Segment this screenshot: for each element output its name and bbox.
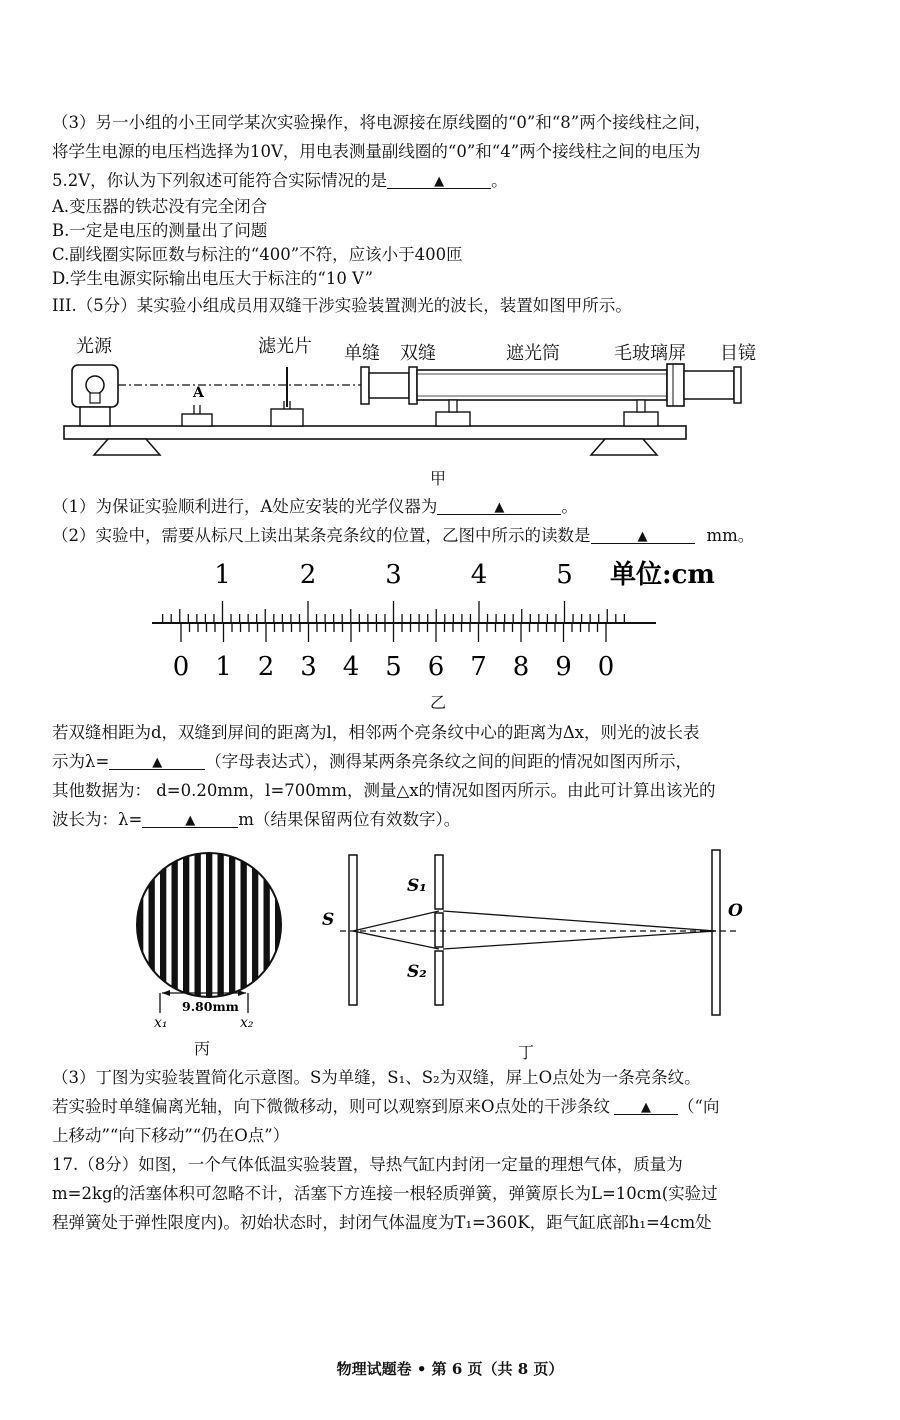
ray-s-s1 — [353, 911, 439, 931]
vernier-number: 3 — [300, 652, 317, 682]
dark-fringe — [206, 845, 212, 1015]
triangle-icon: ▲ — [152, 755, 163, 770]
para-line3: 其他数据为： d=0.20mm，l=700mm，测量△x的情况如图丙所示。由此可计算出该光的 — [52, 781, 716, 800]
q3-upper-line3-text: 5.2V，你认为下列叙述可能符合实际情况的是 — [52, 171, 388, 190]
option-d: D.学生电源实际输出电压大于标注的“10 V” — [52, 269, 374, 288]
triangle-icon: ▲ — [185, 813, 196, 828]
fringe-pattern-diagram — [120, 845, 310, 1035]
label-eyepiece: 目镜 — [720, 343, 756, 364]
para-line4 — [52, 809, 460, 831]
para-line1: 若双缝相距为d，双缝到屏间的距离为l，相邻两个亮条纹中心的距离为Δx，则光的波长表 — [52, 723, 700, 742]
triangle-icon: ▲ — [434, 174, 445, 189]
q1-line — [52, 496, 578, 518]
para-line4-text: 波长为：λ= — [52, 810, 143, 829]
lamp-stand — [80, 407, 110, 426]
q2-line — [52, 525, 754, 547]
dark-fringe — [149, 845, 155, 1015]
double-slit-plate-mid — [435, 913, 443, 947]
q3-upper-line3 — [52, 170, 508, 192]
main-scale-number: 5 — [556, 560, 573, 590]
x2-label: x₂ — [240, 1015, 254, 1031]
single-slit-tube — [369, 373, 409, 398]
q1-text: （1）为保证实验顺利进行，A处应安装的光学仪器为 — [52, 497, 438, 516]
label-o: O — [728, 901, 743, 921]
vernier-number: 0 — [172, 652, 190, 682]
label-screen: 毛玻璃屏 — [614, 343, 686, 364]
dark-fringe — [183, 845, 189, 1015]
label-light-source: 光源 — [76, 336, 112, 357]
page-footer: 物理试题卷 • 第 6 页（共 8 页） — [336, 1360, 564, 1378]
label-tube: 遮光筒 — [506, 343, 560, 364]
q2-end: mm。 — [706, 526, 755, 545]
q3-lower-line2-text: 若实验时单缝偏离光轴，向下微微移动，则可以观察到原来O点处的干涉条纹 — [52, 1097, 611, 1116]
double-slit-plate-bottom — [435, 951, 443, 1005]
caption-yi: 乙 — [430, 693, 447, 712]
q17-line2: m=2kg的活塞体积可忽略不计，活塞下方连接一根轻质弹簧，弹簧原长为L=10cm(实验过 — [52, 1184, 718, 1203]
answer-blank-fringe — [614, 1096, 678, 1115]
dark-fringe — [229, 845, 235, 1015]
label-s1: S₁ — [407, 876, 427, 896]
distance-label: 9.80mm — [182, 999, 239, 1014]
vernier-number: 8 — [512, 652, 530, 682]
double-slit-rim — [409, 367, 417, 404]
ray-s1-o — [443, 911, 716, 931]
q3-upper-line3-end: 。 — [491, 171, 508, 190]
answer-blank-formula — [109, 751, 205, 770]
vernier-number: 6 — [427, 652, 445, 682]
eyepiece-rim — [734, 367, 741, 403]
bench-foot-right — [591, 439, 657, 455]
answer-blank-q3-upper — [387, 170, 491, 189]
q17-line1: 17.（8分）如图，一个气体低温实验装置，导热气缸内封闭一定量的理想气体，质量为 — [52, 1155, 683, 1174]
option-a: A.变压器的铁芯没有完全闭合 — [52, 197, 268, 216]
main-scale-number: 2 — [299, 560, 317, 590]
answer-blank-wavelength — [142, 809, 238, 828]
main-scale-number: 1 — [214, 560, 231, 590]
vernier-scale — [0, 555, 900, 685]
para-line2 — [52, 751, 692, 773]
optical-bench — [64, 426, 686, 439]
ray-s-s2 — [353, 931, 439, 949]
screen-plate — [712, 850, 720, 1015]
q3-lower-line1: （3）丁图为实验装置简化示意图。S为单缝，S₁、S₂为双缝，屏上O点处为一条亮条纹。 — [52, 1068, 701, 1087]
light-shielding-tube — [417, 370, 667, 400]
option-c: C.副线圈实际匝数与标注的“400”不符，应该小于400匝 — [52, 245, 463, 264]
section3-heading: III.（5分）某实验小组成员用双缝干涉实验装置测光的波长，装置如图甲所示。 — [52, 296, 632, 315]
vernier-number: 4 — [342, 652, 360, 682]
lamp-bulb — [86, 376, 104, 394]
vernier-number: 5 — [385, 652, 402, 682]
lamp-base — [90, 393, 100, 403]
bench-foot-left — [94, 439, 160, 455]
label-s: S — [322, 910, 335, 930]
holder-a — [182, 414, 212, 426]
eyepiece-tube — [684, 371, 734, 399]
caption-ding: 丁 — [518, 1043, 535, 1062]
vernier-number: 7 — [470, 652, 487, 682]
double-slit-schematic — [310, 845, 760, 1025]
q3-lower-line2 — [52, 1096, 719, 1118]
tube-stand-right — [624, 412, 658, 426]
para-line2-text: 示为λ= — [52, 752, 110, 771]
q3-upper-line1: （3）另一小组的小王同学某次实验操作，将电源接在原线圈的“0”和“8”两个接线柱之间， — [52, 113, 712, 132]
filter-holder — [271, 409, 303, 426]
q3-lower-line3: 上移动”“向下移动”“仍在O点”） — [52, 1126, 290, 1145]
tube-stand-left — [436, 412, 470, 426]
label-single-slit: 单缝 — [344, 343, 380, 364]
vernier-number: 0 — [597, 652, 615, 682]
answer-blank-q1 — [437, 496, 561, 515]
answer-blank-q2 — [591, 525, 695, 544]
para-line4-end: m（结果保留两位有效数字）。 — [238, 810, 461, 829]
dark-fringe — [195, 845, 201, 1015]
triangle-icon: ▲ — [494, 500, 505, 515]
dark-fringe — [264, 845, 270, 1015]
option-b: B.一定是电压的测量出了问题 — [52, 221, 268, 240]
unit-label: 单位:cm — [610, 560, 715, 590]
single-slit-rim — [361, 367, 369, 404]
triangle-icon: ▲ — [637, 529, 648, 544]
q3-upper-line2: 将学生电源的电压档选择为10V，用电表测量副线圈的“0”和“4”两个接线柱之间的电压为 — [52, 142, 701, 161]
caption-jia: 甲 — [430, 469, 447, 488]
main-scale-number: 3 — [385, 560, 402, 590]
q17-line3: 程弹簧处于弹性限度内)。初始状态时，封闭气体温度为T₁=360K，距气缸底部h₁=4cm处 — [52, 1213, 712, 1232]
label-a: A — [193, 385, 204, 401]
q1-end: 。 — [561, 497, 578, 516]
ground-glass-screen — [667, 364, 684, 406]
main-scale-number: 4 — [470, 560, 488, 590]
label-s2: S₂ — [407, 962, 427, 982]
vernier-number: 1 — [215, 652, 232, 682]
label-filter: 滤光片 — [258, 336, 312, 357]
triangle-icon: ▲ — [641, 1100, 652, 1115]
apparatus-diagram — [0, 355, 900, 465]
x1-label: x₁ — [154, 1015, 168, 1031]
caption-bing: 丙 — [194, 1039, 211, 1058]
vernier-number: 2 — [257, 652, 275, 682]
q2-text: （2）实验中，需要从标尺上读出某条亮条纹的位置，乙图中所示的读数是 — [52, 526, 591, 545]
dark-fringe — [218, 845, 224, 1015]
ray-s2-o — [443, 931, 716, 949]
vernier-number: 9 — [555, 652, 572, 682]
q3-lower-line2-end: （“向 — [678, 1097, 720, 1116]
label-double-slit: 双缝 — [400, 343, 436, 364]
para-line2-end: （字母表达式），测得某两条亮条纹之间的间距的情况如图丙所示， — [205, 752, 693, 771]
double-slit-plate-top — [435, 855, 443, 909]
